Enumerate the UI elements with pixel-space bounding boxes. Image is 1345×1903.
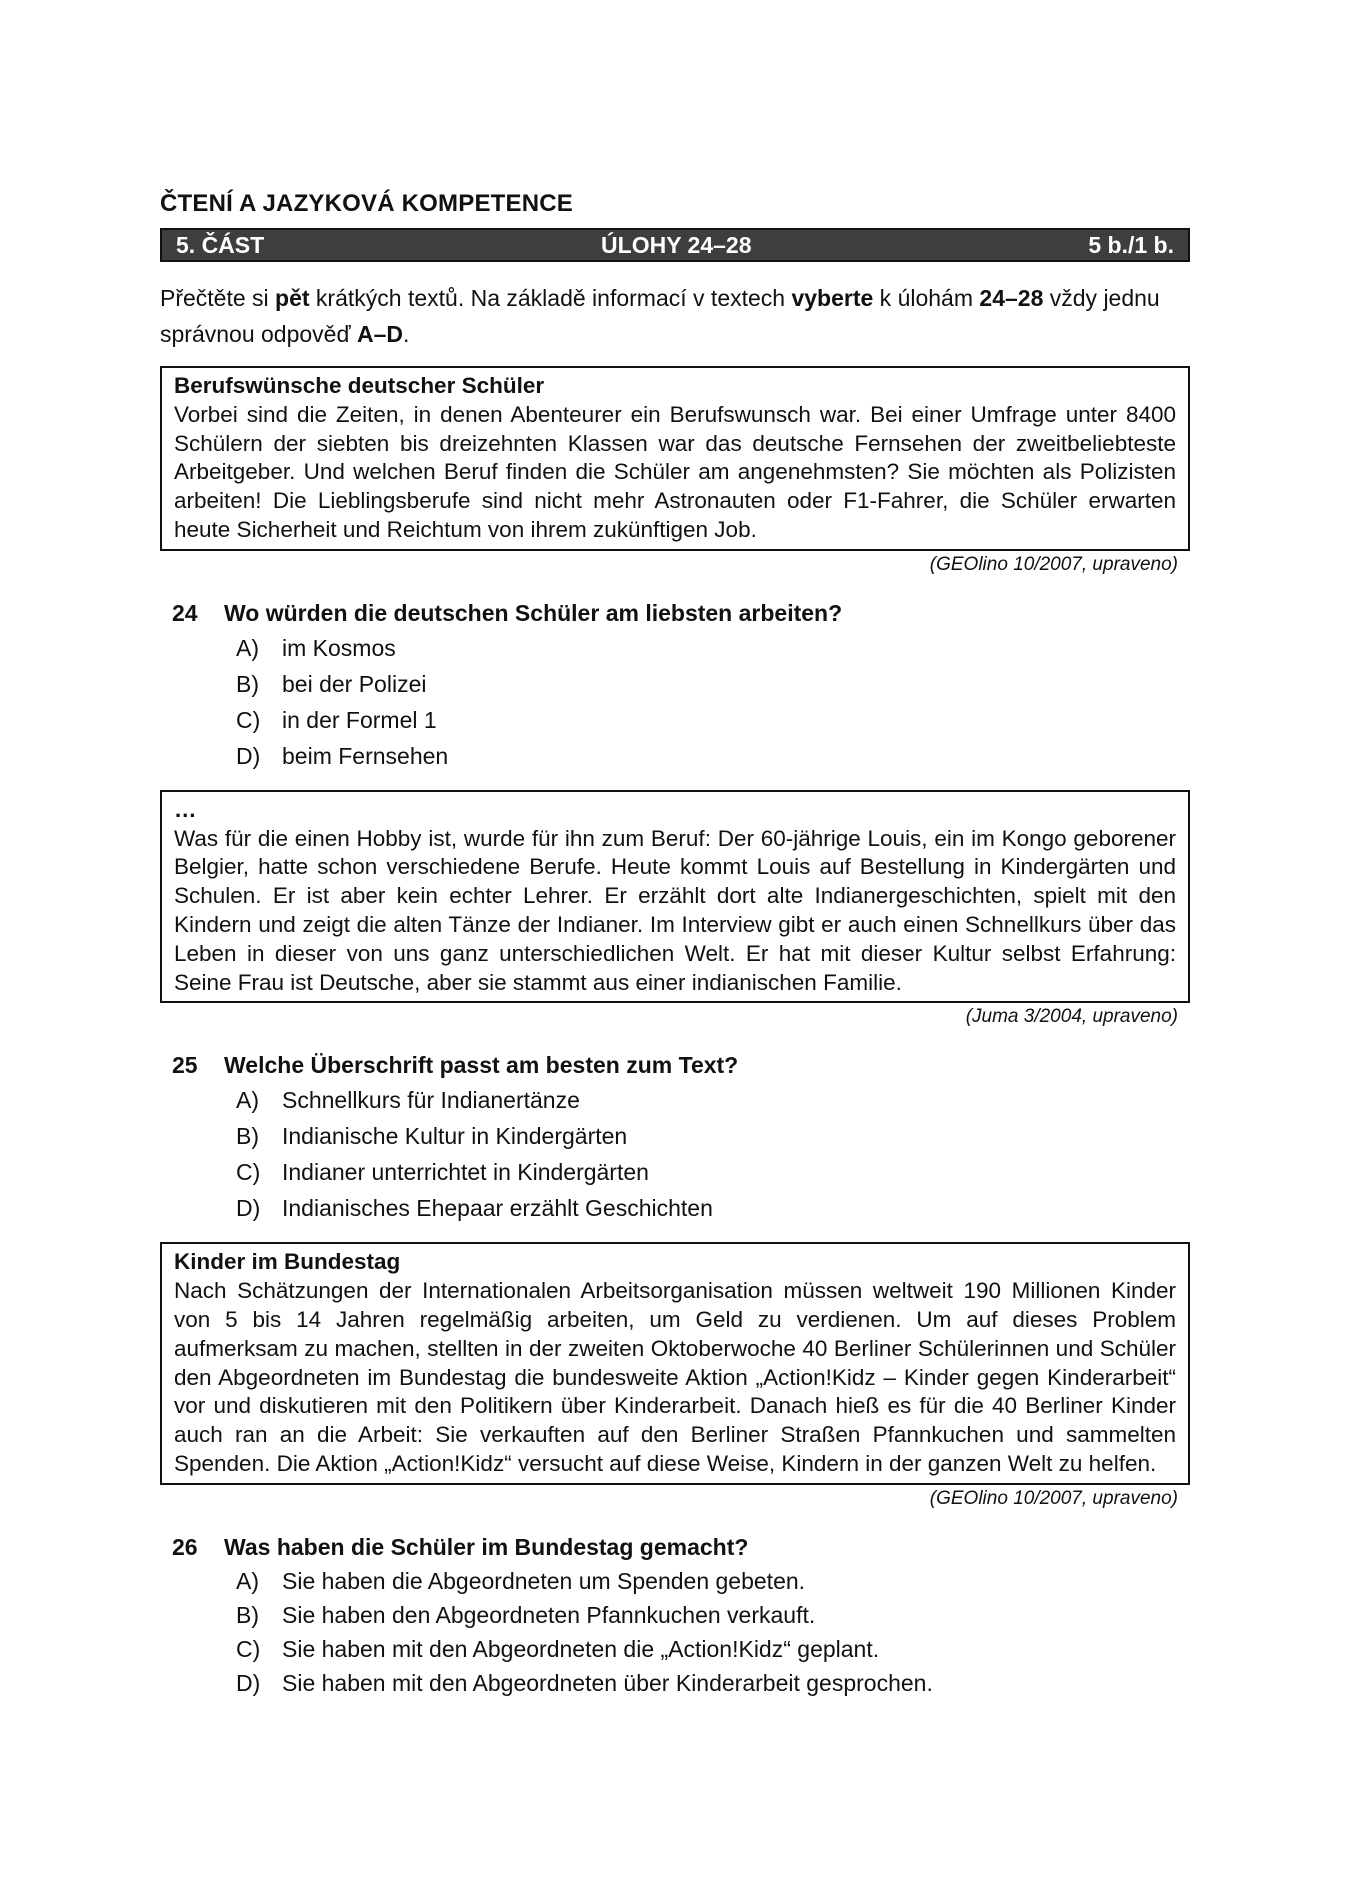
text-source: (GEOlino 10/2007, upraveno) <box>929 1487 1178 1509</box>
question-number: 24 <box>172 599 198 626</box>
question-text: Welche Überschrift passt am besten zum Text? <box>224 1052 739 1079</box>
question-number: 25 <box>172 1052 198 1079</box>
section-title: ČTENÍ A JAZYKOVÁ KOMPETENCE <box>160 190 573 217</box>
text-box-1 <box>160 366 1190 551</box>
answer-option-c[interactable]: C) in der Formel 1 <box>236 706 437 733</box>
text-body: Nach Schätzungen der Internationalen Arbeitsorganisation müssen weltweit 190 Millionen Kinder von 5 bis 14 Jahren regelmäßig arbeiten, um Geld zu verdienen. Um auf dieses Problem aufmerksam zu machen, stellten in der zweiten Oktoberwoche 40 Berliner Schülerinnen und Schüler den Abgeordneten im Bundestag die bundesweite Aktion „Action!Kidz – Kinder gegen Kinderarbeit“ vor und diskutieren mit den Politikern über Kinderarbeit. Danach hieß es für die 40 Berliner Kinder auch ran an die Arbeit: Sie verkauften auf den Berliner Straßen Pfannkuchen und sammelten Spenden. Die Aktion „Action!Kidz“ versucht auf diese Weise, Kindern in der ganzen Welt zu helfen. <box>174 1278 1176 1476</box>
answer-option-c[interactable]: C) Indianer unterrichtet in Kindergärten <box>236 1159 649 1186</box>
text-body: Was für die einen Hobby ist, wurde für ihn zum Beruf: Der 60-jährige Louis, ein im Kongo geborener Belgier, hatte schon verschiedene Berufe. Heute kommt Louis auf Bestellung in Kindergärten und Schulen. Er ist aber kein echter Lehrer. Er erzählt dort alte Indianergeschichten, spielt mit den Kindern und zeigt die alten Tänze der Indianer. Im Interview gibt er auch einen Schnellkurs über das Leben in dieser von uns ganz unterschiedlichen Welt. Er hat mit dieser Kultur selbst Erfahrung: Seine Frau ist Deutsche, aber sie stammt aus einer indianischen Familie. <box>174 825 1176 995</box>
text-body: Vorbei sind die Zeiten, in denen Abenteurer ein Berufswunsch war. Bei einer Umfrage unter 8400 Schülern der siebten bis dreizehnten Klassen war das deutsche Fernsehen der zweitbeliebteste Arbeitgeber. Und welchen Beruf finden die Schüler am angenehmsten? Sie möchten als Polizisten arbeiten! Die Lieblingsberufe sind nicht mehr Astronauten oder F1-Fahrer, die Schüler erwarten heute Sicherheit und Reichtum von ihrem zukünftigen Job. <box>174 401 1176 542</box>
section-header-bar <box>160 228 1190 262</box>
text-box-2 <box>160 790 1190 1004</box>
text-title: … <box>174 796 197 822</box>
text-title: Kinder im Bundestag <box>174 1249 401 1275</box>
question-text: Was haben die Schüler im Bundestag gemacht? <box>224 1533 749 1560</box>
question-26 <box>172 1530 1190 1700</box>
text-source: (GEOlino 10/2007, upraveno) <box>929 553 1178 575</box>
answer-options <box>236 1082 1190 1226</box>
question-25 <box>172 1048 1190 1226</box>
answer-option-b[interactable]: B) Indianische Kultur in Kindergärten <box>236 1123 628 1150</box>
question-24 <box>172 596 1190 774</box>
instructions: Přečtěte si pět krátkých textů. Na základě informací v textech vyberte k úlohám 24–28 vždy jednu správnou odpověď A–D. <box>160 285 1160 347</box>
answer-option-d[interactable]: D) beim Fernsehen <box>236 742 449 769</box>
question-number: 26 <box>172 1533 198 1560</box>
answer-option-b[interactable]: B) bei der Polizei <box>236 670 427 697</box>
points-label: 5 b./1 b. <box>1088 231 1174 258</box>
exam-page <box>160 190 1190 1700</box>
part-label: 5. ČÁST <box>176 231 265 258</box>
tasks-label: ÚLOHY 24–28 <box>601 231 752 258</box>
text-box-3 <box>160 1242 1190 1484</box>
answer-option-d[interactable]: D) Sie haben mit den Abgeordneten über Kinderarbeit gesprochen. <box>236 1669 933 1696</box>
answer-option-a[interactable]: A) Schnellkurs für Indianertänze <box>236 1087 580 1114</box>
answer-options <box>236 1564 1190 1700</box>
answer-option-a[interactable]: A) Sie haben die Abgeordneten um Spenden gebeten. <box>236 1567 806 1594</box>
text-title: Berufswünsche deutscher Schüler <box>174 373 545 398</box>
answer-options <box>236 630 1190 774</box>
answer-option-c[interactable]: C) Sie haben mit den Abgeordneten die „Action!Kidz“ geplant. <box>236 1635 880 1662</box>
answer-option-a[interactable]: A) im Kosmos <box>236 634 396 661</box>
answer-option-d[interactable]: D) Indianisches Ehepaar erzählt Geschichten <box>236 1195 713 1222</box>
answer-option-b[interactable]: B) Sie haben den Abgeordneten Pfannkuchen verkauft. <box>236 1601 816 1628</box>
text-source: (Juma 3/2004, upraveno) <box>965 1006 1178 1028</box>
question-text: Wo würden die deutschen Schüler am liebsten arbeiten? <box>224 599 843 626</box>
